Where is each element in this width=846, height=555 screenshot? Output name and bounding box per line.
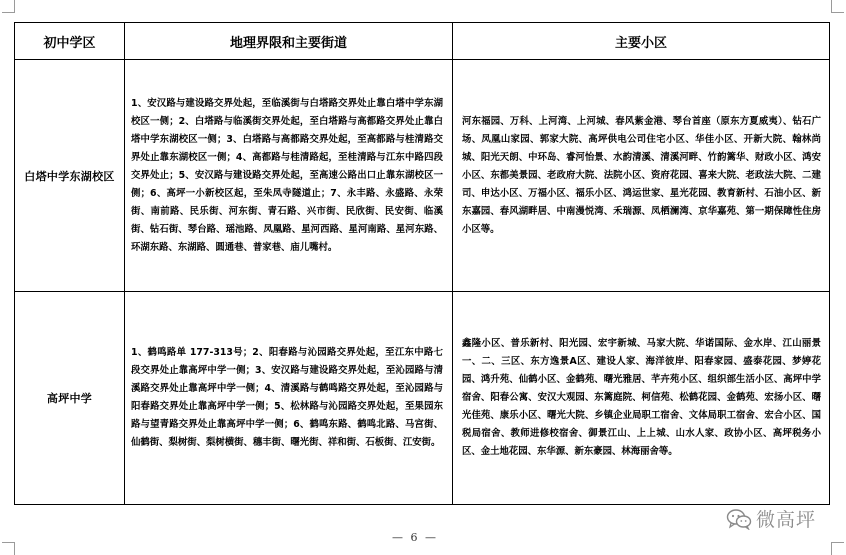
watermark: [726, 505, 816, 532]
communities-text: 鑫隆小区、普乐新村、阳光园、宏宇新城、马家大院、华诺国际、金水岸、江山丽景一、二、三区、东方逸景A区、建设人家、海洋彼岸、阳春家园、盛泰花园、梦婷花园、鸿升苑、仙鹤小区、金鹤苑、曙光雅居、芊卉苑小区、组织部生活小区、高坪中学宿舍、阳春公寓、安汉大观园、东篱庭院、柯信苑、松鹤花园、金鹤苑、宏扬小区、曙光佳苑、康乐小区、曙光大院、乡镇企业局职工宿舍、文体局职工宿舍、宏合小区、国税局宿舍、教师进修校宿舍、御景江山、上上城、山水人家、政协小区、高坪税务小区、金土地花园、东华源、新东豪园、林海丽舍等。: [462, 338, 821, 457]
watermark-text: 微高坪: [756, 509, 817, 531]
table-header-row: [15, 23, 830, 60]
page-corner-mark: [2, 0, 15, 13]
school-district-table: [14, 22, 830, 505]
wechat-icon: [726, 508, 752, 530]
page-corner-mark: [831, 542, 844, 555]
boundary-text: 1、鹤鸣路单 177-313号；2、阳春路与沁园路交界处起，至江东中路七段交界处止靠高坪中学一侧；3、安汉路与建设路交界处起，至沁园路与清溪路交界处止靠高坪中学一侧；4、清溪路与鹤鸣路交界处起，至沁园路与阳春路交界处止靠高坪中学一侧；5、松林路与沁园路交界处起，至果园东路与望青路交界处止靠高坪中学一侧；6、鹤鸣东路、鹤鸣北路、马宫街、仙鹤街、梨树街、梨树横街、穗丰街、曙光街、祥和街、石板街、江安街。: [131, 347, 443, 448]
header-communities: 主要小区: [453, 23, 830, 60]
header-boundaries: 地理界限和主要街道: [125, 23, 453, 60]
communities-cell: [453, 60, 830, 292]
page-corner-mark: [831, 0, 844, 13]
communities-cell: [453, 292, 830, 505]
table-row: [15, 60, 830, 292]
page-corner-mark: [2, 542, 15, 555]
boundary-text: 1、安汉路与建设路交界处起，至临溪街与白塔路交界处止靠白塔中学东湖校区一侧；2、白塔路与临溪街交界处起，至白塔路与高都路交界处止靠白塔中学东湖校区一侧；3、白塔路与高都路交界处起，至高都路与桂清路交界处止靠东湖校区一侧；4、高都路与桂清路起，至桂清路与江东中路四段交界处止；5、安汉路与建设路交界处起，至高速公路出口止靠东湖校区一侧；6、高坪一小新校区起，至朱凤寺隧道止；7、永丰路、永盛路、永荣街、南前路、民乐街、河东街、青石路、兴市街、民欣街、民安街、临溪街、钻石街、琴台路、瑶池路、凤凰路、星河西路、星河南路、星河东路、环湖东路、东湖路、圆通巷、普家巷、庙儿嘴村。: [131, 97, 443, 253]
school-name: 高坪中学: [15, 292, 125, 505]
page-number: — 6 —: [392, 531, 438, 544]
header-school-district: 初中学区: [15, 23, 125, 60]
school-name: 白塔中学东湖校区: [15, 60, 125, 292]
boundary-cell: [125, 292, 453, 505]
boundary-cell: [125, 60, 453, 292]
table-row: [15, 292, 830, 505]
communities-text: 河东福园、万科、上河湾、上河城、春风紫金港、琴台首座（原东方夏威夷）、钻石广场、凤凰山家园、郭家大院、高坪供电公司住宅小区、华佳小区、开新大院、翰林尚城、阳光天朗、中环岛、睿河怡景、水韵清溪、清溪河畔、竹韵篱华、财政小区、鸿安小区、东都美景园、老政府大院、法院小区、资府花园、喜来大院、老政法大院、二建司、申达小区、万福小区、福乐小区、鸿运世家、星光花园、教育新村、石油小区、新东嘉园、春风湖畔居、中南漫悦湾、禾瑞源、凤栖澜湾、京华嘉苑、第一期保障性住房小区等。: [462, 115, 821, 235]
